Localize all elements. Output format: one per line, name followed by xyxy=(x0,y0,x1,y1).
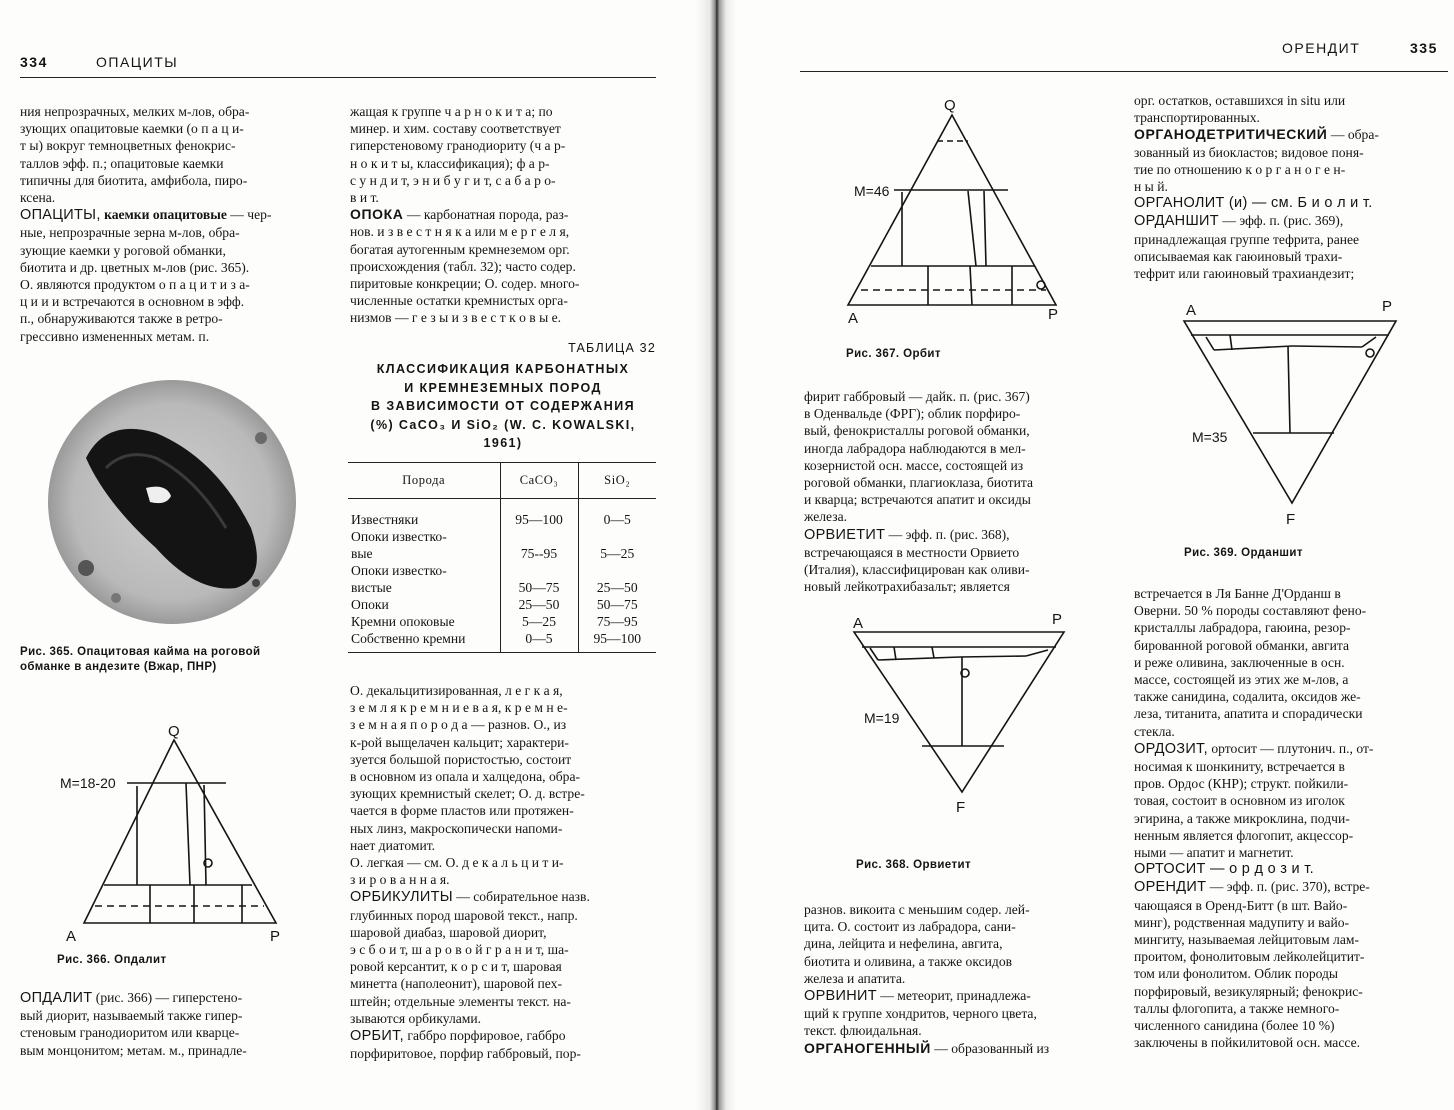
entry-opacity: ОПАЦИТЫ, каемки опацитовые — чер- xyxy=(20,207,272,224)
left-page xyxy=(0,0,700,1110)
text-line: гиперстеновому гранодиориту (ч а р- xyxy=(350,138,566,154)
vertex-p: P xyxy=(1052,611,1063,628)
entry-term: ОРВИЕТИТ xyxy=(804,526,886,543)
text-line: носимая к шонкиниту, встречается в xyxy=(1134,759,1345,775)
text-line: также санидина, содалита, оксидов же- xyxy=(1134,689,1361,705)
entry-term: ОРЕНДИТ xyxy=(1134,879,1207,896)
text-line: зующих опацитовые каемки (о п а ц и- xyxy=(20,121,244,137)
entry-term: ОРБИТ, xyxy=(350,1028,404,1045)
text-line: козернистой осн. массе, состоящей из xyxy=(804,457,1024,473)
text-line: стекла. xyxy=(1134,723,1175,739)
right-column-2-bottom xyxy=(1134,585,1448,1051)
text-line: железа. xyxy=(804,509,848,525)
text-line: н о к и т ы, классификация); ф а р- xyxy=(350,155,550,171)
text-line: щий к группе хондритов, черного цвета, xyxy=(804,1006,1037,1022)
text-line: в основном из опала и халцедона, обра- xyxy=(350,769,581,785)
text-line: и реже оливина, заключенные в осн. xyxy=(1134,654,1345,670)
vertex-a: A xyxy=(1186,302,1197,319)
text-line: О. являются продуктом о п а ц и т и з а- xyxy=(20,277,250,293)
text-line: низмов — г е з ы и з в е с т к о в ы е. xyxy=(350,310,562,326)
entry-term: ОРГАНОДЕТРИТИЧЕСКИЙ xyxy=(1134,126,1328,143)
text-line: типичны для биотита, амфибола, пиро- xyxy=(20,172,248,188)
vertex-f: F xyxy=(956,799,966,816)
text-line: происхождения (табл. 32); часто содер. xyxy=(350,258,576,274)
text-line: и кварца; встречаются апатит и оксиды xyxy=(804,492,1031,508)
vertex-q: Q xyxy=(944,97,956,114)
figure-366-caption: Рис. 366. Опдалит xyxy=(57,954,167,966)
text-line: массе, состоящей из этих же м-лов, а xyxy=(1134,672,1349,688)
figure-368-caption: Рис. 368. Орвиетит xyxy=(856,859,971,871)
text-line: транспортированных. xyxy=(1134,110,1260,126)
entry-opoka: ОПОКА — карбонатная порода, раз- xyxy=(350,206,569,223)
right-column-2-top xyxy=(1134,92,1448,282)
table-row: Известняки 95—100 0—5 xyxy=(348,499,656,529)
text-line: ровой керсантит, к о р с и т, шаровая xyxy=(350,959,562,975)
text-line: ксена. xyxy=(20,190,56,206)
table-row: Собственно кремни 0—5 95—100 xyxy=(348,630,656,653)
left-column-2-bottom xyxy=(350,682,654,1062)
text-line: принадлежащая группе тефрита, ранее xyxy=(1134,231,1360,247)
text-line: зуется большой пористостью, состоит xyxy=(350,751,572,767)
left-column-2-top xyxy=(350,103,654,327)
text-line: к-рой выщелачен кальцит; характери- xyxy=(350,734,569,750)
text-line: вый, фенокристаллы роговой обманки, xyxy=(804,423,1030,439)
text-line: численные остатки кремнистых орга- xyxy=(350,293,568,309)
text-line: текст. флюидальная. xyxy=(804,1023,922,1039)
text-line: тие по отношению к о р г а н о г е н- xyxy=(1134,161,1346,177)
table-row: Опоки известко- вые 75--95 5—25 xyxy=(348,528,656,562)
figure-365-caption: Рис. 365. Опацитовая кайма на роговой обманке в андезите (Вжар, ПНР) xyxy=(20,646,261,673)
m-value: M=46 xyxy=(854,183,890,199)
text-line: стеновым гранодиоритом или кварце- xyxy=(20,1025,240,1041)
text-line: новый лейкотрахибазальт; является xyxy=(804,579,1010,595)
text-line: фирит габбровый — дайк. п. (рис. 367) xyxy=(804,389,1030,404)
text-line: железа и апатита. xyxy=(804,970,906,986)
left-column-1-bottom xyxy=(20,989,322,1059)
entry-term: ОПДАЛИТ xyxy=(20,990,93,1006)
text-line: штейн; отдельные элементы текст. на- xyxy=(350,993,571,1009)
text-line: О. легкая — см. О. д е к а л ь ц и т и- xyxy=(350,855,564,871)
text-line: з е м л я к р е м н и е в а я, к р е м н е- xyxy=(350,700,568,716)
text-line: мингиту, называемая лейцитовым лам- xyxy=(1134,932,1360,948)
right-page xyxy=(736,0,1454,1110)
text-line: ОРТОСИТ — о р д о з и т. xyxy=(1134,861,1314,878)
vertex-a: A xyxy=(848,310,859,327)
entry-subterm: каемки опацитовые xyxy=(104,207,227,223)
entry-orendite: ОРЕНДИТ — эфф. п. (рис. 370), встре- xyxy=(1134,879,1370,896)
text-line: О. декальцитизированная, л е г к а я, xyxy=(350,683,563,698)
text-line: с у н д и т, э н и б у г и т, с а б а р о- xyxy=(350,172,556,188)
text-line: минер. и хим. составу соответствует xyxy=(350,121,561,137)
table-title: КЛАССИФИКАЦИЯ КАРБОНАТНЫХ И КРЕМНЕЗЕМНЫХ ПОРОД В ЗАВИСИМОСТИ ОТ СОДЕРЖАНИЯ (%) CaCO₃ И SiO₂ (W. C. KOWALSKI, 1961) xyxy=(370,362,636,450)
text-line: в и т. xyxy=(350,190,379,206)
text-line: том или фонолитом. Облик породы xyxy=(1134,966,1339,982)
text-line: чающаяся в Оренд-Битт (в шт. Вайо- xyxy=(1134,897,1348,913)
vertex-q: Q xyxy=(168,723,180,740)
text-line: глубинных пород шаровой текст., напр. xyxy=(350,907,578,923)
text-line: дина, лейцита и нефелина, авгита, xyxy=(804,936,1003,952)
table-label: ТАБЛИЦА 32 xyxy=(568,341,656,355)
text-line: ными — апатит и магнетит. xyxy=(1134,845,1294,861)
figure-369-caption: Рис. 369. Орданшит xyxy=(1184,547,1303,559)
vertex-f: F xyxy=(1286,511,1296,528)
entry-term: ОРДАНШИТ xyxy=(1134,213,1219,230)
text-line: минг), родственная мадупиту и вайо- xyxy=(1134,914,1350,930)
vertex-p: P xyxy=(1048,306,1059,323)
text-line: биотита и оливина, а также оксидов xyxy=(804,953,1013,969)
text-line: ных линз, макроскопически напоми- xyxy=(350,820,563,836)
book-gutter xyxy=(696,0,736,1110)
entry-orbiculites: ОРБИКУЛИТЫ — собирательное назв. xyxy=(350,889,590,906)
text-line: заключены в пойкилитовой осн. массе. xyxy=(1134,1035,1361,1051)
text-line: пров. Ордос (КНР); структ. пойкили- xyxy=(1134,776,1349,792)
text-line: встречается в Ля Банне Д'Орданш в xyxy=(1134,586,1341,601)
page-number-right: 335 xyxy=(1410,40,1438,56)
text-line: таллов эфф. п.; опацитовые каемки xyxy=(20,155,224,171)
text-line: проитом, фонолитовым лейколейцитит- xyxy=(1134,949,1365,965)
table-row: Кремни опоковые 5—25 75—95 xyxy=(348,613,656,630)
text-line: биотита и др. цветных м-лов (рис. 365). xyxy=(20,259,250,275)
entry-term: ОПАЦИТЫ, xyxy=(20,207,101,224)
text-line: вым монцонитом; метам. м., принадле- xyxy=(20,1042,247,1058)
table-header: SiO₂ xyxy=(578,463,656,499)
page-number-left: 334 xyxy=(20,54,48,70)
text-line: минетта (наполеонит), шаровой пех- xyxy=(350,976,562,992)
vertex-p: P xyxy=(270,928,281,945)
entry-orbit: ОРБИТ, габбро порфировое, габбро xyxy=(350,1028,566,1045)
text-line: ц и и и встречаются в основном в эфф. xyxy=(20,294,245,310)
entry-term: ОРВИНИТ xyxy=(804,988,877,1005)
text-line: разнов. викоита с меньшим содер. лей- xyxy=(804,902,1030,917)
text-line: товая, состоит в основном из иголок xyxy=(1134,793,1345,809)
text-line: зываются орбикулами. xyxy=(350,1010,482,1026)
text-line: шаровой диабаз, шаровой диорит, xyxy=(350,924,547,940)
text-line: грессивно измененных метам. п. xyxy=(20,328,210,344)
text-line: порфировый, везикулярный; фенокрис- xyxy=(1134,983,1363,999)
entry-term: ОРГАНОГЕННЫЙ xyxy=(804,1039,931,1056)
text-line: з и р о в а н н а я. xyxy=(350,872,450,888)
text-line: бированной роговой обманки, авгита xyxy=(1134,637,1350,653)
text-line: п., обнаруживаются также в ретро- xyxy=(20,311,223,327)
text-line: в Оденвальде (ФРГ); облик порфиро- xyxy=(804,406,1021,422)
vertex-a: A xyxy=(66,928,77,945)
table-header: CaCO₃ xyxy=(500,463,578,499)
entry-orvietite: ОРВИЕТИТ — эфф. п. (рис. 368), xyxy=(804,526,1010,543)
right-column-1-bottom xyxy=(804,901,1114,1057)
running-head-left: ОПАЦИТЫ xyxy=(96,54,179,70)
entry-ordanchite: ОРДАНШИТ — эфф. п. (рис. 369), xyxy=(1134,213,1344,230)
m-value: M=35 xyxy=(1192,429,1228,445)
text-line: ные, непрозрачные зерна м-лов, обра- xyxy=(20,225,240,241)
text-line: нов. и з в е с т н я к а или м е р г е л я, xyxy=(350,224,570,240)
right-column-1-top xyxy=(804,388,1114,595)
text-line: жащая к группе ч а р н о к и т а; по xyxy=(350,104,553,119)
figure-367-caption: Рис. 367. Орбит xyxy=(846,348,941,360)
text-line: пиритовые конкреции; О. содер. много- xyxy=(350,276,580,292)
text-line: зующие каемки у роговой обманки, xyxy=(20,242,226,258)
entry-orvinite: ОРВИНИТ — метеорит, принадлежа- xyxy=(804,988,1031,1005)
text-line: (Италия), классифицирован как оливи- xyxy=(804,562,1030,578)
text-line: леза, титанита, апатита и спорадически xyxy=(1134,706,1363,722)
table-header: Порода xyxy=(348,463,500,499)
text-line: орг. остатков, оставшихся in situ или xyxy=(1134,93,1346,108)
text-line: кристаллы лабрадора, гаюина, резор- xyxy=(1134,620,1351,636)
entry-opdalite: ОПДАЛИТ (рис. 366) — гиперстено- xyxy=(20,990,243,1006)
text-line: богатая аутогенным кремнеземом орг. xyxy=(350,241,570,257)
text-line: роговой обманки, плагиоклаза, биотита xyxy=(804,475,1034,491)
vertex-a: A xyxy=(853,615,864,632)
text-line: численного санидина (более 10 %) xyxy=(1134,1018,1335,1034)
entry-organogenic: ОРГАНОГЕННЫЙ — образованный из xyxy=(804,1039,1050,1056)
table-header-row xyxy=(348,463,656,499)
vertex-p: P xyxy=(1382,298,1393,315)
text-line: встречающаяся в местности Орвието xyxy=(804,544,1020,560)
text-line: описываемая как гаюиновый трахи- xyxy=(1134,248,1343,264)
text-line: эгирина, а также микроклина, подчи- xyxy=(1134,810,1350,826)
text-line: чается в форме пластов или протяжен- xyxy=(350,803,574,819)
text-line: зованный из биокластов; видовое поня- xyxy=(1134,144,1364,160)
table-row: Опоки 25—50 50—75 xyxy=(348,596,656,613)
text-line: зующих кремнистый скелет; О. д. встре- xyxy=(350,786,585,802)
text-line: Оверни. 50 % породы составляют фено- xyxy=(1134,603,1367,619)
text-line: иногда лабрадора наблюдаются в мел- xyxy=(804,440,1026,456)
text-line: цита. О. состоит из лабрадора, сани- xyxy=(804,919,1016,935)
table-row: Опоки известко- вистые 50—75 25—50 xyxy=(348,562,656,596)
text-line: э с б о и т, ш а р о в о й г р а н и т, ша- xyxy=(350,942,569,958)
entry-organodetrital: ОРГАНОДЕТРИТИЧЕСКИЙ — обра- xyxy=(1134,126,1379,143)
entry-term: ОПОКА xyxy=(350,206,404,223)
classification-table xyxy=(348,462,656,653)
text-line: ненным является флогопит, акцессор- xyxy=(1134,827,1354,843)
entry-term: ОРДОЗИТ, xyxy=(1134,740,1208,757)
m-value: M=18-20 xyxy=(60,775,116,791)
m-value: M=19 xyxy=(864,710,900,726)
text-line: ния непрозрачных, мелких м-лов, обра- xyxy=(20,104,250,119)
text-line: з е м н а я п о р о д а — разнов. О., из xyxy=(350,717,567,733)
text-line: таллы флогопита, а также немного- xyxy=(1134,1000,1340,1016)
text-line: нает диатомит. xyxy=(350,837,436,853)
text-line: вый диорит, называемый также гипер- xyxy=(20,1008,243,1024)
text-line: т ы) вокруг темноцветных фенокрис- xyxy=(20,138,236,154)
running-head-right: ОРЕНДИТ xyxy=(1282,40,1361,56)
entry-ordosite: ОРДОЗИТ, ортосит — плутонич. п., от- xyxy=(1134,740,1374,757)
entry-term: ОРБИКУЛИТЫ xyxy=(350,889,453,906)
text-line: порфиритовое, порфир габбровый, пор- xyxy=(350,1046,581,1062)
text-line: тефрит или гаюиновый трахиандезит; xyxy=(1134,266,1355,282)
text-line: н ы й. xyxy=(1134,179,1168,195)
text-line: ОРГАНОЛИТ (и) — см. Б и о л и т. xyxy=(1134,195,1373,212)
